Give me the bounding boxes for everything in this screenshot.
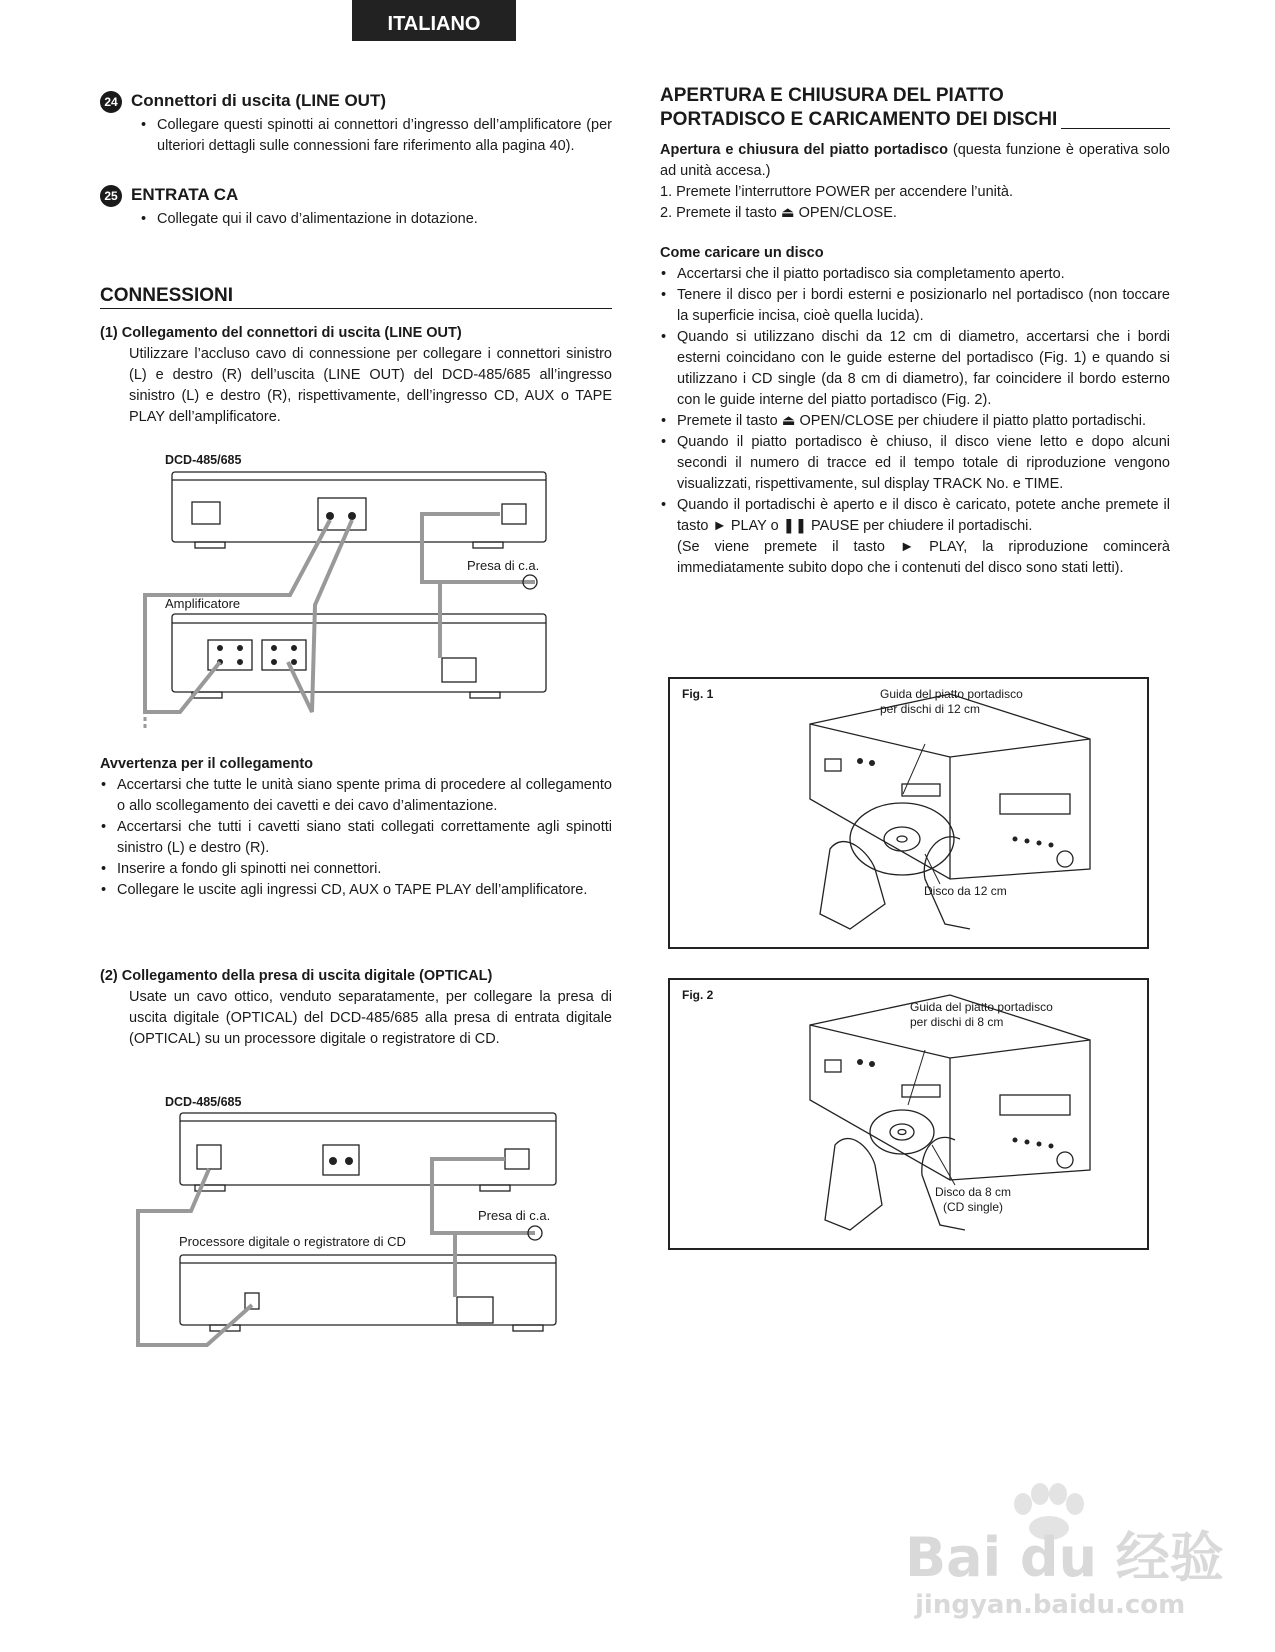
loading-instructions <box>660 243 1170 579</box>
outlet-label-1: Presa di c.a. <box>467 558 540 573</box>
section-2-body: Usate un cavo ottico, venduto separatamente, per collegare la presa di uscita digitale (OPTICAL) del DCD-485/685 alla presa di entrata digitale (OPTICAL) su un processore digitale o registratore di CD. <box>129 989 612 1047</box>
title-line-1: APERTURA E CHIUSURA DEL PIATTO <box>660 85 1004 106</box>
loading-bullet: • Quando si utilizzano dischi da 12 cm di diametro, accertarsi che i bordi esterni coincidano con le guide esterne del portadisco (Fig. 1) e quando si utilizzano i CD single (da 8 cm di diametro), far coincidere il bordo esterno con le guide interne del piatto portadisco (Fig. 2). <box>660 327 1170 411</box>
warning-bullet: • Accertarsi che tutti i cavetti siano stati collegati correttamente agli spinotti sinistro (L) e destro (R). <box>100 817 612 859</box>
figure-1-disc-label: Disco da 12 cm <box>924 884 1007 898</box>
loading-bullet: • Premete il tasto ⏏ OPEN/CLOSE per chiudere il piatto platto portadischi. <box>660 411 1170 432</box>
figure-1-label: Fig. 1 <box>682 687 714 701</box>
figure-2-disc-label: Disco da 8 cm (CD single) <box>935 1185 1012 1214</box>
section-1-heading: (1) Collegamento del connettori di uscita (LINE OUT) <box>100 325 462 341</box>
line-out-diagram <box>140 450 580 730</box>
loading-bullet: • Tenere il disco per i bordi esterni e posizionarlo nel portadisco (non toccare la superficie incisa, cioè quella lucida). <box>660 285 1170 327</box>
figure-1-guide-label: Guida del piatto portadisco per dischi di 12 cm <box>880 687 1023 716</box>
open-close-section <box>660 140 1170 224</box>
watermark-url: jingyan.baidu.com <box>915 1590 1186 1620</box>
item-24-bullet: • Collegare questi spinotti ai connettori d’ingresso dell’amplificatore (per ulteriori dettagli sulle connessioni fare riferimento alla pagina 40). <box>140 115 612 157</box>
section-2-heading: (2) Collegamento della presa di uscita digitale (OPTICAL) <box>100 968 493 984</box>
diagram-2-model-label: DCD-485/685 <box>165 1095 242 1109</box>
diagram-1-model-label: DCD-485/685 <box>165 453 242 467</box>
title-line-2: PORTADISCO E CARICAMENTO DEI DISCHI <box>660 109 1058 130</box>
loading-section-title <box>660 84 1170 132</box>
item-24-title: Connettori di uscita (LINE OUT) <box>131 91 386 110</box>
outlet-label-2: Presa di c.a. <box>478 1208 551 1223</box>
warning-heading: Avvertenza per il collegamento <box>100 756 314 772</box>
connection-warning <box>100 754 612 901</box>
warning-bullet: • Inserire a fondo gli spinotti nei connettori. <box>100 859 612 880</box>
optical-diagram <box>135 1093 595 1349</box>
step-1: 1. Premete l’interruttore POWER per accendere l’unità. <box>660 184 1013 200</box>
watermark-brand: Bai du 经验 <box>905 1526 1224 1589</box>
section-2 <box>100 966 612 1050</box>
figure-1 <box>668 677 1149 949</box>
language-tab: ITALIANO <box>352 0 516 41</box>
item-25-title: ENTRATA CA <box>131 185 239 204</box>
connessioni-heading: CONNESSIONI <box>100 284 612 309</box>
figure-2-label: Fig. 2 <box>682 988 714 1002</box>
figure-2 <box>668 978 1149 1250</box>
open-close-note: (questa funzione è operativa solo ad unità accesa.) <box>660 142 1170 179</box>
section-1 <box>100 323 612 428</box>
section-1-body: Utilizzare l’accluso cavo di connessione per collegare i connettori sinistro (L) e destro (R) dell’uscita (LINE OUT) del DCD-485/685 all’ingresso sinistro (L) e destro (R), rispettivamente, dell’ingresso CD, AUX o TAPE PLAY dell’amplificatore. <box>129 346 612 425</box>
figure-2-guide-label: Guida del piatto portadisco per dischi di 8 cm <box>910 1000 1053 1029</box>
warning-bullet: • Accertarsi che tutte le unità siano spente prima di procedere al collegamento o allo scollegamento dei cavetti e dei cavo d’alimentazione. <box>100 775 612 817</box>
item-25 <box>100 184 612 230</box>
amplifier-label: Amplificatore <box>165 596 241 611</box>
open-close-heading: Apertura e chiusura del piatto portadisco <box>660 142 948 158</box>
number-24-badge: 24 <box>100 91 122 113</box>
loading-bullet: • Quando il portadischi è aperto e il disco è caricato, potete anche premete il tasto ► PLAY o ❚❚ PAUSE per chiudere il portadischi. (Se viene premete il tasto ► PLAY, la riproduzione comincerà immediatamente subito dopo che i contenuti del disco sono stati letti). <box>660 495 1170 579</box>
item-24 <box>100 90 612 157</box>
baidu-watermark <box>905 1470 1224 1630</box>
number-25-badge: 25 <box>100 185 122 207</box>
warning-bullet: • Collegare le uscite agli ingressi CD, AUX o TAPE PLAY dell’amplificatore. <box>100 880 612 901</box>
processor-label: Processore digitale o registratore di CD <box>179 1234 406 1249</box>
loading-bullet: • Accertarsi che il piatto portadisco sia completamento aperto. <box>660 264 1170 285</box>
title-rule <box>1061 128 1170 129</box>
item-25-bullet: • Collegate qui il cavo d’alimentazione in dotazione. <box>140 209 612 230</box>
step-2: 2. Premete il tasto ⏏ OPEN/CLOSE. <box>660 205 897 221</box>
loading-heading: Come caricare un disco <box>660 245 824 261</box>
loading-bullet: • Quando il piatto portadisco è chiuso, il disco viene letto e dopo alcuni secondi il numero di tracce ed il tempo totale di riproduzione vengono visualizzati, rispettivamente, sul display TRACK No. e TIME. <box>660 432 1170 495</box>
